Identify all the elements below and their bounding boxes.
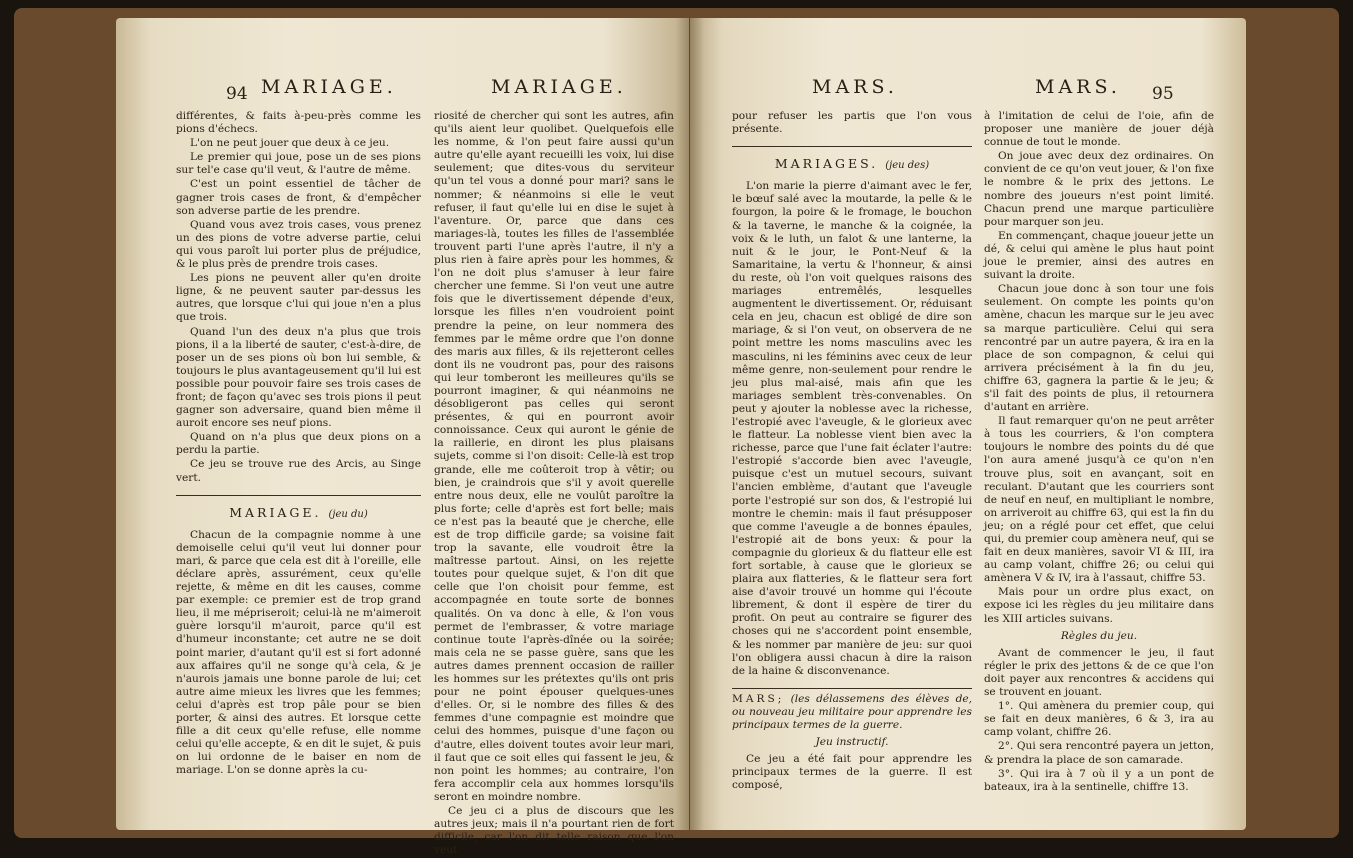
- paragraph: riosité de chercher qui sont les autres, afin qu'ils aient leur quolibet. Quelquefois elle les nomme, & l'on peut faire aussi qu'un autre qu'elle ayant recueilli les voix, lui dise seulement; que dites-vous du serviteur qu'un tel vous a donné pour mari? sans le nommer; & néanmoins si elle le veut refuser, il faut qu'elle lui en dise le sujet à l'aventure. Or, parce que dans ces mariages-là, toutes les filles de l'assemblée trouvent parti l'une après l'autre, il n'y a plus rien à faire après pour les hommes, & l'on ne doit plus s'amuser à leur faire chercher une femme. Si l'on veut une autre fois que le divertissement dépende d'eux, lorsque les filles n'en voudroient point prendre la peine, on leur nommera des femmes par le même ordre que l'on donne des maris aux filles, & ils rejetteront celles dont ils ne voudront pas, pour des raisons qui leur tomberont les meilleures qu'ils se pourront imaginer, & qui néanmoins ne désobligeront pas celles qui seront présentes, & qui en pourront avoir connoissance. Ceux qui auront le génie de la raillerie, en diront les plus plaisans sujets, comme si l'on disoit: Celle-là est trop grande, elle me coûteroit trop à vêtir; ou bien, je craindrois que s'il y avoit querelle entre nous deux, elle ne voulût paroître la plus forte; celle d'après est fort belle; mais ce n'est pas la beauté que je cherche, elle est de trop difficile garde; sa voisine fait trop la savante, elle voudroit être la maîtresse partout. Ainsi, on les rejette toutes pour quelque sujet, & l'on dit que celle que l'on choisit pour femme, est accompagnée en toute sorte de bonnes qualités. On va donc à elle, & l'on vous permet de l'embrasser, & votre mariage continue toute l'après-dînée ou la soirée; mais cela ne se passe guère, sans que les autres dames prennent occasion de railler les hommes sur les prétextes qu'ils ont pris pour ne point épouser quelques-unes d'elles. Or, si le nombre des filles & des femmes d'une compagnie est moindre que celui des hommes, puisque d'une façon ou d'autre, elles doivent toutes avoir leur mari, il faut que ce soit elles qui fassent le jeu, & non point les hommes; au contraire, l'on fera accomplir cela aux hommes lorsqu'ils seront en moindre nombre.: [434, 110, 674, 803]
- paragraph: Ce jeu ci a plus de discours que les autres jeux; mais il n'a pourtant rien de fort difficile, car l'on dit telle raison que l'on veut: [434, 804, 674, 857]
- right-page-number: 95: [1152, 84, 1174, 104]
- paragraph: Ce jeu a été fait pour apprendre les principaux termes de la guerre. Il est composé,: [732, 753, 972, 792]
- right-page: [690, 18, 1246, 830]
- left-running-head-2: MARIAGE.: [491, 76, 627, 98]
- paragraph: Mais pour un ordre plus exact, on expose ici les règles du jeu militaire dans les XIII articles suivans.: [984, 586, 1214, 625]
- section-divider: [732, 688, 972, 689]
- paragraph: On joue avec deux dez ordinaires. On convient de ce qu'on veut jouer, & l'on fixe le nombre & le prix des jettons. Le nombre des joueurs n'est point limité. Chacun prend une marque particulière pour marquer son jeu.: [984, 150, 1214, 228]
- section-heading: [732, 157, 972, 172]
- rules-heading: Règles du jeu.: [1060, 629, 1138, 642]
- paragraph: pour refuser les partis que l'on vous présente.: [732, 110, 972, 136]
- section-subtitle: (jeu du): [328, 508, 368, 520]
- section-divider: [176, 495, 421, 496]
- left-page: [116, 18, 689, 857]
- section2-heading: [732, 693, 972, 732]
- paragraph: à l'imitation de celui de l'oie, afin de proposer une manière de jouer déjà connue de tout le monde.: [984, 110, 1214, 149]
- paragraph: L'on ne peut jouer que deux à ce jeu.: [190, 137, 390, 150]
- right-running-head-2: MARS.: [1035, 76, 1121, 98]
- section2-title: MARS;: [732, 692, 785, 705]
- section-title: MARIAGE.: [229, 504, 322, 520]
- paragraph: Ce jeu se trouve rue des Arcis, au Singe vert.: [176, 458, 421, 484]
- right-running-head-1: MARS.: [812, 76, 898, 98]
- paragraph: Chacun joue donc à son tour une fois seulement. On compte les points qu'on amène, chacun les marque sur le jeu avec sa marque particulière. Celui qui sera rencontré par un autre payera, & ira en la place de son compagnon, & celui qui arrivera précisément à la fin du jeu, chiffre 63, gagnera la partie & le jeu; & s'il fait des points de plus, il retournera d'autant en arrière.: [984, 283, 1214, 414]
- section2-subtitle: (les délassemens des élèves de, ou nouveau jeu militaire pour apprendre les principaux termes de la guerre.: [732, 692, 972, 732]
- paragraph: En commençant, chaque joueur jette un dé, & celui qui amène le plus haut point joue le premier, ainsi des autres en suivant la droite.: [984, 229, 1214, 282]
- section-title: MARIAGES.: [774, 156, 879, 172]
- paragraph: Quand l'un des deux n'a plus que trois pions, il a la liberté de sauter, c'est-à-dire, de poser un de ses pions où bon lui semble, & toujours le plus avantageusement qu'il lui est possible pour pouvoir faire ses trois cases de front; de façon qu'avec ses trois pions il peut gagner son adversaire, quand bien même il auroit encore ses neuf pions.: [176, 325, 421, 430]
- paragraph: 2°. Qui sera rencontré payera un jetton, & prendra la place de son camarade.: [984, 740, 1214, 766]
- section-heading: [176, 506, 421, 521]
- paragraph: C'est un point essentiel de tâcher de gagner trois cases de front, & d'empêcher son adverse partie de les prendre.: [176, 178, 421, 217]
- right-column-2: [984, 110, 1214, 795]
- paragraph: Les pions ne peuvent aller qu'en droite ligne, & ne peuvent sauter par-dessus les autres, que lorsque c'lui qui joue n'en a plus que trois.: [176, 272, 421, 324]
- section-divider: [732, 146, 972, 147]
- paragraph: 3°. Qui ira à 7 où il y a un pont de bateaux, ira à la sentinelle, chiffre 13.: [984, 767, 1214, 793]
- paragraph: différentes, & faits à-peu-près comme les pions d'échecs.: [176, 110, 421, 136]
- paragraph: Il faut remarquer qu'on ne peut arrêter à tous les courriers, & l'on comptera toujours le nombre des points du dé que l'on aura amené jusqu'à ce qu'on n'en trouve plus, soit en avançant, soit en reculant. D'autant que les courriers sont de neuf en neuf, en multipliant le nombre, on arriveroit au chiffre 63, qui est la fin du jeu; on a réglé pour cet effet, que celui qui, du premier coup amènera neuf, qui se fait en deux manières, savoir VI & III, ira au camp volant, chiffre 26; ou celui qui amènera V & IV, ira à l'assaut, chiffre 53.: [984, 415, 1214, 585]
- paragraph: Chacun de la compagnie nomme à une demoiselle celui qu'il veut lui donner pour mari, & parce que cela est dit à l'oreille, elle déclare après, assurément, ceux qu'elle rejette, & même en dit les causes, comme par exemple: ce premier est de trop grand lieu, il me mépriseroit; celui-là ne m'aimeroit guère lorsqu'il m'auroit, parce qu'il est d'humeur inconstante; cet autre ne se doit point marier, d'autant qu'il est si fort adonné aux affaires qu'il ne songe qu'à cela, & je n'aurois jamais une bonne parole de lui; cet autre aime mieux les livres que les femmes; celui d'après est trop pâle pour se bien porter, & ainsi des autres. Et lorsque cette fille a dit ceux qu'elle refuse, elle nomme celui qu'elle accepte, & en dit le sujet, & puis on lui ordonne de le baiser en nom de mariage. L'on se donne après la cu-: [176, 528, 421, 777]
- paragraph: L'on marie la pierre d'aimant avec le fer, le bœuf salé avec la moutarde, la pelle & le fourgon, la poire & le fromage, le bouchon & la taverne, le manche & la coignée, la voix & le luth, un falot & une lanterne, la nuit & le jour, le Pont-Neuf & la Samaritaine, la vertu & l'honneur, & ainsi du reste, où l'on voit quelques raisons des mariages entremêlés, lesquelles augmentent le divertissement. Or, réduisant cela en jeu, chacun est obligé de dire son mariage, & si l'on veut, on observera de ne point mettre les noms masculins avec les masculins, ni les féminins avec ceux de leur même genre, non-seulement pour rendre le jeu plus mal-aisé, mais afin que les mariages semblent très-convenables. On peut y ajouter la noblesse avec la richesse, l'estropié avec l'aveugle, & le glorieux avec le flatteur. La noblesse vient bien avec la richesse, parce que l'une fait éclater l'autre: l'estropié s'accorde bien avec l'aveugle, puisque c'est un mutuel secours, suivant l'ancien emblème, d'autant que l'aveugle porte l'estropié sur son dos, & l'estropié lui montre le chemin: mais il faut présupposer que comme l'aveugle a de bonnes épaules, l'estropié ait de bons yeux: & pour la compagnie du glorieux & du flatteur elle est fort sortable, à cause que le glorieux se plaira aux flatteries, & le flatteur sera fort aise d'avoir trouvé un homme qui l'écoute librement, & dont il espère de tirer du profit. On peut au contraire se figurer des choses qui ne s'accordent point ensemble, & les nommer par manière de jeu: sur quoi l'on obligera aussi chacun à dire la raison de la haine & disconvenance.: [732, 180, 972, 677]
- paragraph: Quand vous avez trois cases, vous prenez un des pions de votre adverse partie, celui qui vous paroît lui porter plus de préjudice, & le plus près de prendre trois cases.: [176, 218, 421, 271]
- book-gutter: [676, 18, 704, 830]
- paragraph: Quand on n'a plus que deux pions on a perdu la partie.: [176, 431, 421, 457]
- paragraph: Avant de commencer le jeu, il faut régler le prix des jettons & de ce que l'on doit payer aux rencontres & accidens qui se trouvent en jouant.: [984, 646, 1214, 699]
- paragraph: Le premier qui joue, pose un de ses pions sur tel'e case qu'il veut, & l'autre de même.: [176, 151, 421, 177]
- left-page-number: 94: [226, 84, 248, 104]
- section2-subheading: Jeu instructif.: [815, 736, 889, 749]
- left-column-1: [176, 110, 421, 779]
- right-column-1: [732, 110, 972, 794]
- section-subtitle: (jeu des): [885, 160, 930, 172]
- left-running-head-1: MARIAGE.: [261, 76, 397, 98]
- left-column-2: [434, 110, 674, 858]
- paragraph: 1°. Qui amènera du premier coup, qui se fait en deux manières, 6 & 3, ira au camp volant, chiffre 26.: [984, 700, 1214, 739]
